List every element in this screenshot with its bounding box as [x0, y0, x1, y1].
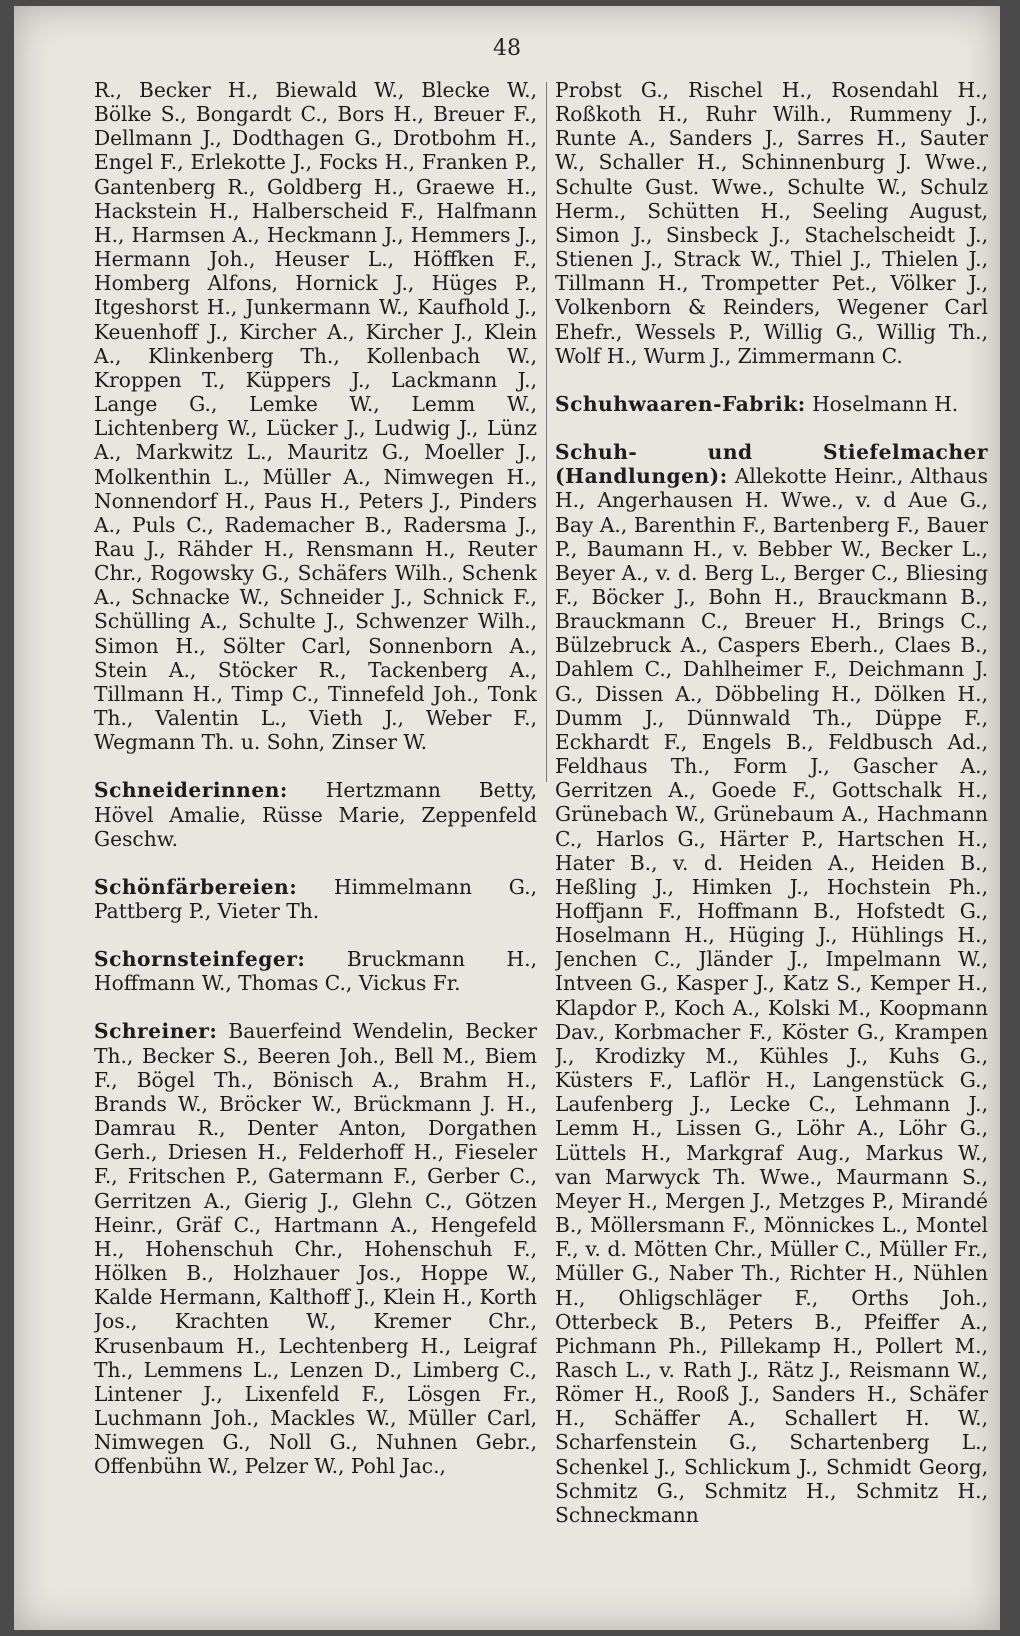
- trade-entry: [555, 78, 988, 368]
- trade-entry: [94, 78, 537, 754]
- entry-names: Hertzmann Betty, Hövel Amalie, Rüsse Marie, Zeppenfeld Geschw.: [94, 778, 537, 851]
- entry-names: Hoselmann H.: [812, 391, 959, 416]
- trade-heading: Schneiderinnen:: [94, 778, 288, 803]
- directory-page: [14, 6, 1000, 1630]
- trade-entry: [555, 392, 988, 416]
- entry-names: Bruckmann H., Hoffmann W., Thomas C., Vickus Fr.: [94, 947, 537, 996]
- right-column: [555, 78, 988, 1604]
- trade-entry: [94, 778, 537, 850]
- trade-entry: [94, 1019, 537, 1478]
- entry-names: Probst G., Rischel H., Rosendahl H., Roßkoth H., Ruhr Wilh., Rummeny J., Runte A., Sanders J., Sarres H., Sauter W., Schaller H., Schinnenburg J. Wwe., Schulte Gust. Wwe., Schulte W., Schulz Herm., Schütten H., Seeling August, Simon J., Sinsbeck J., Stachelscheidt J., Stienen J., Strack W., Thiel J., Thielen J., Tillmann H., Trompetter Pet., Völker J., Volkenborn & Reinders, Wegener Carl Ehefr., Wessels P., Willig G., Willig Th., Wolf H., Wurm J., Zimmermann C.: [555, 78, 988, 368]
- trade-heading: Schönfärbereien:: [94, 874, 298, 899]
- column-divider: [546, 82, 547, 782]
- entry-names: Allekotte Heinr., Althaus H., Angerhausen H. Wwe., v. d Aue G., Bay A., Barenthin F., Bartenberg F., Bauer P., Baumann H., v. Bebber W., Becker L., Beyer A., v. d. Berg L., Berger C., Bliesing F., Böcker J., Bohn H., Brauckmann B., Brauckmann C., Breuer H., Brings C., Bülzebruck A., Caspers Eberh., Claes B., Dahlem C., Dahlheimer F., Deichmann J. G., Dissen A., Döbbeling H., Dölken H., Dumm J., Dünnwald Th., Düppe F., Eckhardt F., Engels B., Feldbusch Ad., Feldhaus Th., Form J., Gascher A., Gerritzen A., Goede F., Gottschalk H., Grünebach W., Grünebaum A., Hachmann C., Harlos G., Härter P., Hartschen H., Hater B., v. d. Heiden A., Heiden B., Heßling J., Himken J., Hochstein Ph., Hoffjann F., Hoffmann B., Hofstedt G., Hoselmann H., Hüging J., Hühlings H., Jenchen C., Jländer J., Impelmann W., Intveen G., Kasper J., Katz S., Kemper H., Klapdor P., Koch A., Kolski M., Koopmann Dav., Korbmacher F., Köster G., Krampen J., Krodizky M., Kühles J., Kuhs G., Küsters F., Laflör H., Langenstück G., Laufenberg J., Lecke C., Lehmann J., Lemm H., Lissen G., Löhr A., Löhr G., Lüttels H., Markgraf Aug., Markus W., van Marwyck Th. Wwe., Maurmann S., Meyer H., Mergen J., Metzges P., Mirandé B., Möllersmann F., Mönnickes L., Montel F., v. d. Mötten Chr., Müller C., Müller Fr., Müller G., Naber Th., Richter H., Nühlen H., Ohligschläger F., Orths Joh., Otterbeck B., Peters B., Pfeiffer A., Pichmann Ph., Pillekamp H., Pollert M., Rasch L., v. Rath J., Rätz J., Reismann W., Römer H., Rooß J., Sanders H., Schäfer H., Schäffer A., Schallert H. W., Scharfenstein G., Schartenberg L., Schenkel J., Schlickum J., Schmidt Georg, Schmitz G., Schmitz H., Schmitz H., Schneckmann: [555, 464, 988, 1527]
- trade-heading: Schuhwaaren-Fabrik:: [555, 391, 806, 416]
- page-number: 48: [493, 36, 521, 61]
- entry-names: Bauerfeind Wendelin, Becker Th., Becker S., Beeren Joh., Bell M., Biem F., Bögel Th., Bönisch A., Brahm H., Brands W., Bröcker W., Brückmann J. H., Damrau R., Denter Anton, Dorgathen Gerh., Driesen H., Felderhoff H., Fieseler F., Fritschen P., Gatermann F., Gerber C., Gerritzen A., Gierig J., Glehn C., Götzen Heinr., Gräf C., Hartmann A., Hengefeld H., Hohenschuh Chr., Hohenschuh F., Hölken B., Holzhauer Jos., Hoppe W., Kalde Hermann, Kalthoff J., Klein H., Korth Jos., Krachten W., Kremer Chr., Krusenbaum H., Lechtenberg H., Leigraf Th., Lemmens L., Lenzen D., Limberg C., Lintener J., Lixenfeld F., Lösgen Fr., Luchmann Joh., Mackles W., Müller Carl, Nimwegen G., Noll G., Nuhnen Gebr., Offenbühn W., Pelzer W., Pohl Jac.,: [94, 1019, 537, 1479]
- trade-heading: Schornsteinfeger:: [94, 947, 306, 972]
- trade-entry: [94, 875, 537, 923]
- trade-heading: Schuh- und Stiefelmacher (Handlungen):: [555, 440, 988, 489]
- trade-heading: Schreiner:: [94, 1019, 218, 1044]
- trade-entry: [94, 947, 537, 995]
- entry-names: Himmelmann G., Pattberg P., Vieter Th.: [94, 874, 537, 923]
- trade-entry: [555, 440, 988, 1527]
- left-column: [94, 78, 537, 1604]
- entry-names: R., Becker H., Biewald W., Blecke W., Bölke S., Bongardt C., Bors H., Breuer F., Dellmann J., Dodthagen G., Drotbohm H., Engel F., Erlekotte J., Focks H., Franken P., Gantenberg R., Goldberg H., Graewe H., Hackstein H., Halberscheid F., Halfmann H., Harmsen A., Heckmann J., Hemmers J., Hermann Joh., Heuser L., Höffken F., Homberg Alfons, Hornick J., Hüges P., Itgeshorst H., Junkermann W., Kaufhold J., Keuenhoff J., Kircher A., Kircher J., Klein A., Klinkenberg Th., Kollenbach W., Kroppen T., Küppers J., Lackmann J., Lange G., Lemke W., Lemm W., Lichtenberg W., Lücker J., Ludwig J., Lünz A., Markwitz L., Mauritz G., Moeller J., Molkenthin L., Müller A., Nimwegen H., Nonnendorf H., Paus H., Peters J., Pinders A., Puls C., Rademacher B., Radersma J., Rau J., Rähder H., Rensmann H., Reuter Chr., Rogowsky G., Schäfers Wilh., Schenk A., Schnacke W., Schneider J., Schnick F., Schülling A., Schulte J., Schwenzer Wilh., Simon H., Sölter Carl, Sonnenborn A., Stein A., Stöcker R., Tackenberg A., Tillmann H., Timp C., Tinnefeld Joh., Tonk Th., Valentin L., Vieth J., Weber F., Wegmann Th. u. Sohn, Zinser W.: [94, 78, 537, 755]
